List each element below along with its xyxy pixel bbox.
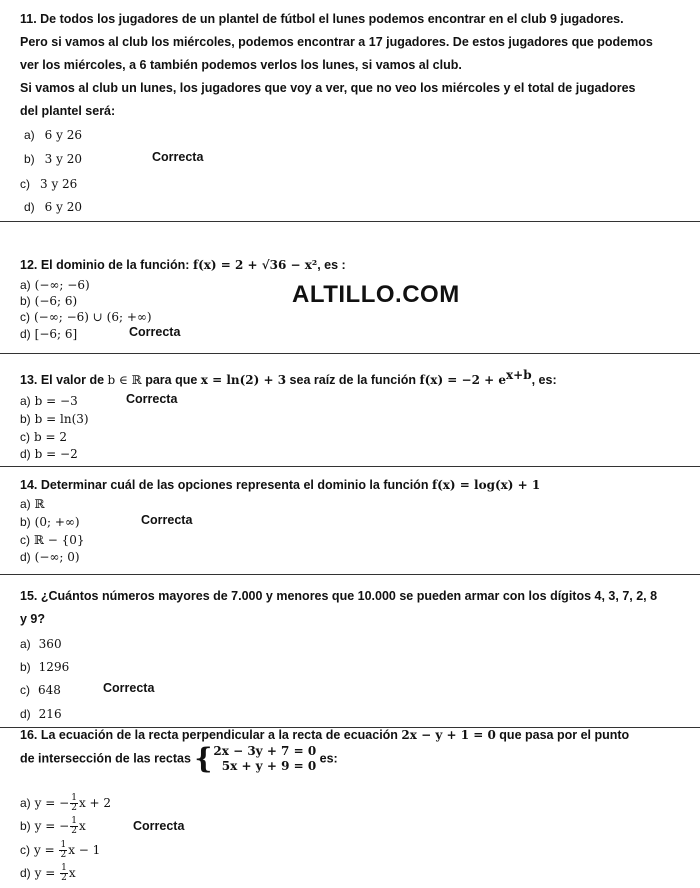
option-value: (−∞; 0) (34, 550, 80, 564)
option-post: x (78, 819, 86, 834)
option-pre: y = (34, 843, 59, 858)
q14-option-c[interactable] (20, 531, 85, 549)
q11-correct-mark: Correcta (152, 150, 204, 164)
q13-mid2: sea raíz de la función (286, 373, 420, 388)
separator (0, 353, 700, 354)
q13-correct-mark: Correcta (126, 392, 178, 406)
q11-line3: ver los miércoles, a 6 también podemos verlos los lunes, si vamos al club. (20, 58, 462, 72)
q11-line1: 11. De todos los jugadores de un plantel de fútbol el lunes podemos encontrar en el club 9 jugadores. (20, 12, 624, 26)
q16-option-d[interactable] (20, 864, 76, 883)
q11-option-a[interactable] (24, 126, 82, 144)
option-value: b = −2 (34, 447, 78, 461)
option-label: a) (24, 128, 35, 142)
q13-option-c[interactable] (20, 428, 67, 446)
option-value: 3 y 26 (40, 177, 78, 191)
option-post: x (68, 866, 76, 881)
q14-function: f(x) = log(x) + 1 (431, 478, 541, 492)
option-value: ℝ − {0} (34, 533, 85, 547)
option-label: b) (20, 515, 31, 529)
q14-option-b[interactable] (20, 513, 80, 531)
q12-option-d[interactable] (20, 325, 77, 343)
option-value: 648 (38, 683, 61, 697)
option-value: b = ln(3) (34, 412, 89, 426)
fraction-den: 2 (71, 826, 77, 836)
option-pre: y = − (34, 796, 70, 811)
option-value: ℝ (34, 497, 45, 511)
option-label: b) (20, 412, 31, 426)
option-value: (0; +∞) (34, 515, 80, 529)
q15-correct-mark: Correcta (103, 681, 155, 695)
q11-line2: Pero si vamos al club los miércoles, podemos encontrar a 17 jugadores. De estos jugadores que podemos (20, 35, 653, 49)
option-post: x − 1 (68, 843, 101, 858)
option-label: c) (20, 843, 30, 858)
fraction (70, 794, 78, 813)
option-pre: y = − (34, 819, 70, 834)
q16-option-c[interactable] (20, 841, 100, 860)
q16-line2-prefix: de intersección de las rectas (20, 751, 195, 766)
separator (0, 221, 700, 222)
option-value: (−6; 6) (34, 294, 78, 308)
option-label: a) (20, 394, 31, 408)
fraction-den: 2 (61, 873, 67, 883)
q13-statement (20, 368, 557, 387)
q13-x-eq: x = ln(2) + 3 (200, 373, 287, 388)
fraction (70, 817, 78, 836)
q13-option-a[interactable] (20, 392, 78, 410)
option-label: b) (20, 660, 31, 674)
q16-line1-prefix: 16. La ecuación de la recta perpendicular a la recta de ecuación (20, 728, 402, 742)
q16-correct-mark: Correcta (133, 819, 185, 833)
q13-prefix: 13. El valor de (20, 373, 108, 388)
fraction-num: 1 (61, 863, 67, 873)
q16-line-equation: 2x − y + 1 = 0 (401, 728, 496, 742)
q12-suffix: , es : (317, 258, 346, 272)
option-label: c) (20, 310, 30, 324)
fraction-num: 1 (71, 816, 77, 826)
q11-option-d[interactable] (24, 198, 82, 216)
option-pre: y = (34, 866, 60, 881)
option-value: 3 y 20 (44, 152, 82, 166)
option-label: c) (20, 430, 30, 444)
option-label: d) (20, 707, 31, 721)
option-label: d) (20, 447, 31, 461)
option-value: (−∞; −6) ∪ (6; +∞) (34, 310, 152, 324)
q14-option-d[interactable] (20, 548, 80, 566)
separator (0, 466, 700, 467)
q14-statement (20, 478, 540, 492)
option-value: (−∞; −6) (34, 278, 90, 292)
q16-line1 (20, 728, 629, 742)
option-value: 360 (38, 637, 62, 651)
fraction-num: 1 (71, 793, 77, 803)
fraction (59, 841, 67, 860)
option-label: d) (20, 550, 31, 564)
q15-option-d[interactable] (20, 705, 62, 723)
q14-correct-mark: Correcta (141, 513, 193, 527)
system-row-2: 5x + y + 9 = 0 (221, 759, 317, 773)
q13-option-b[interactable] (20, 410, 89, 428)
option-value: 6 y 20 (44, 200, 82, 214)
q13-mid: para que (141, 373, 201, 388)
fraction-den: 2 (60, 850, 67, 860)
option-label: c) (20, 683, 30, 697)
q14-prefix: 14. Determinar cuál de las opciones representa el dominio la función (20, 478, 432, 492)
option-label: a) (20, 278, 31, 292)
q15-line1: 15. ¿Cuántos números mayores de 7.000 y menores que 10.000 se pueden armar con los dígitos 4, 3, 7, 2, 8 (20, 589, 658, 603)
watermark-logo: ALTILLO.COM (292, 281, 460, 308)
option-label: a) (20, 637, 31, 651)
q12-correct-mark: Correcta (129, 325, 181, 339)
q13-suffix: , es: (531, 373, 557, 388)
q11-line4: Si vamos al club un lunes, los jugadores que voy a ver, que no veo los miércoles y el total de jugadores (20, 81, 636, 95)
separator (0, 574, 700, 575)
q13-b-in-r: b ∈ ℝ (107, 373, 142, 388)
fraction-den: 2 (71, 803, 77, 813)
q12-prefix: 12. El dominio de la función: (20, 258, 193, 272)
option-label: d) (20, 327, 31, 341)
option-label: a) (20, 796, 31, 811)
q11-option-c[interactable] (20, 175, 77, 193)
q12-option-c[interactable] (20, 308, 152, 326)
option-label: d) (20, 866, 31, 881)
q13-function: f(x) = −2 + e (419, 373, 506, 388)
q13-exponent: x+b (505, 368, 532, 382)
q15-line2: y 9? (20, 612, 46, 626)
brace-icon: { (194, 742, 213, 775)
option-value: 6 y 26 (44, 128, 82, 142)
q16-line2-suffix: es: (316, 751, 338, 766)
option-label: c) (20, 533, 30, 547)
q15-option-c[interactable] (20, 681, 61, 699)
option-post: x + 2 (78, 796, 112, 811)
option-label: c) (20, 177, 30, 191)
q15-option-a[interactable] (20, 635, 62, 653)
fraction (60, 864, 68, 883)
q15-option-b[interactable] (20, 658, 69, 676)
equation-system (194, 744, 316, 774)
q11-option-b[interactable] (24, 150, 82, 168)
option-label: b) (24, 152, 35, 166)
q16-line2 (20, 744, 338, 774)
fraction-num: 1 (60, 840, 67, 850)
q14-option-a[interactable] (20, 495, 45, 513)
q12-function: f(x) = 2 + √36 − x² (192, 258, 318, 272)
option-label: d) (24, 200, 35, 214)
q16-line1-suffix: que pasa por el punto (495, 728, 630, 742)
option-label: a) (20, 497, 31, 511)
system-row-1: 2x − 3y + 7 = 0 (213, 744, 317, 758)
option-label: b) (20, 294, 31, 308)
q16-option-a[interactable] (20, 794, 111, 813)
option-label: b) (20, 819, 31, 834)
q12-statement (20, 258, 346, 272)
option-value: b = 2 (34, 430, 67, 444)
q16-option-b[interactable] (20, 817, 86, 836)
option-value: 1296 (38, 660, 70, 674)
q13-option-d[interactable] (20, 445, 78, 463)
option-value: 216 (38, 707, 62, 721)
q11-line5: del plantel será: (20, 104, 116, 118)
option-value: b = −3 (34, 394, 78, 408)
option-value: [−6; 6] (34, 327, 78, 341)
